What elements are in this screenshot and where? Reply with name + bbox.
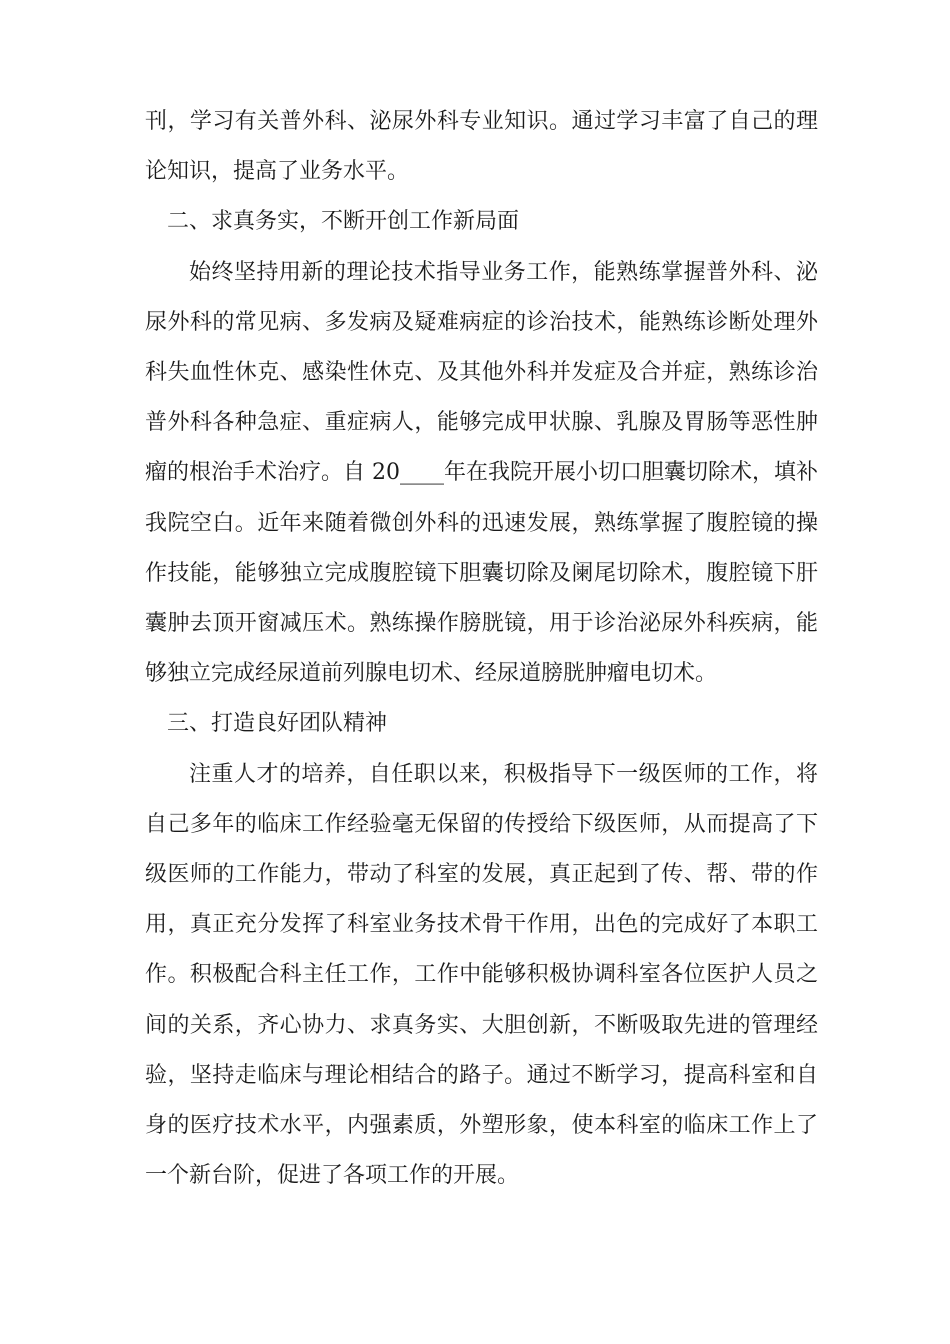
section-heading-2: 二、求真务实，不断开创工作新局面 [167,209,520,235]
paragraph-continuation: 刊，学习有关普外科、泌尿外科专业知识。通过学习丰富了自己的理论知识，提高了业务水平。 [145,109,818,185]
paragraph-section-3: 注重人才的培养，自任职以来，积极指导下一级医师的工作，将自己多年的临床工作经验毫无保留的传授给下级医师，从而提高了下级医师的工作能力，带动了科室的发展，真正起到了传、帮、带的作用，真正充分发挥了科室业务技术骨干作用，出色的完成好了本职工作。积极配合科主任工作，工作中能够积极协调科室各位医护人员之间的关系，齐心协力、求真务实、大胆创新，不断吸取先进的管理经验，坚持走临床与理论相结合的路子。通过不断学习，提高科室和自身的医疗技术水平，内强素质，外塑形象，使本科室的临床工作上了一个新台阶，促进了各项工作的开展。 [145,761,818,1189]
paragraph-section-2: 始终坚持用新的理论技术指导业务工作，能熟练掌握普外科、泌尿外科的常见病、多发病及疑难病症的诊治技术，能熟练诊断处理外科失血性休克、感染性休克、及其他外科并发症及合并症，熟练诊治普外科各种急症、重症病人，能够完成甲状腺、乳腺及胃肠等恶性肿瘤的根治手术治疗。自 20____年在我院开展小切口胆囊切除术，填补我院空白。近年来随着微创外科的迅速发展，熟练掌握了腹腔镜的操作技能，能够独立完成腹腔镜下胆囊切除及阑尾切除术，腹腔镜下肝囊肿去顶开窗减压术。熟练操作膀胱镜，用于诊治泌尿外科疾病，能够独立完成经尿道前列腺电切术、经尿道膀胱肿瘤电切术。 [145,259,818,687]
section-heading-3: 三、打造良好团队精神 [167,711,388,737]
document-body [145,97,818,1201]
